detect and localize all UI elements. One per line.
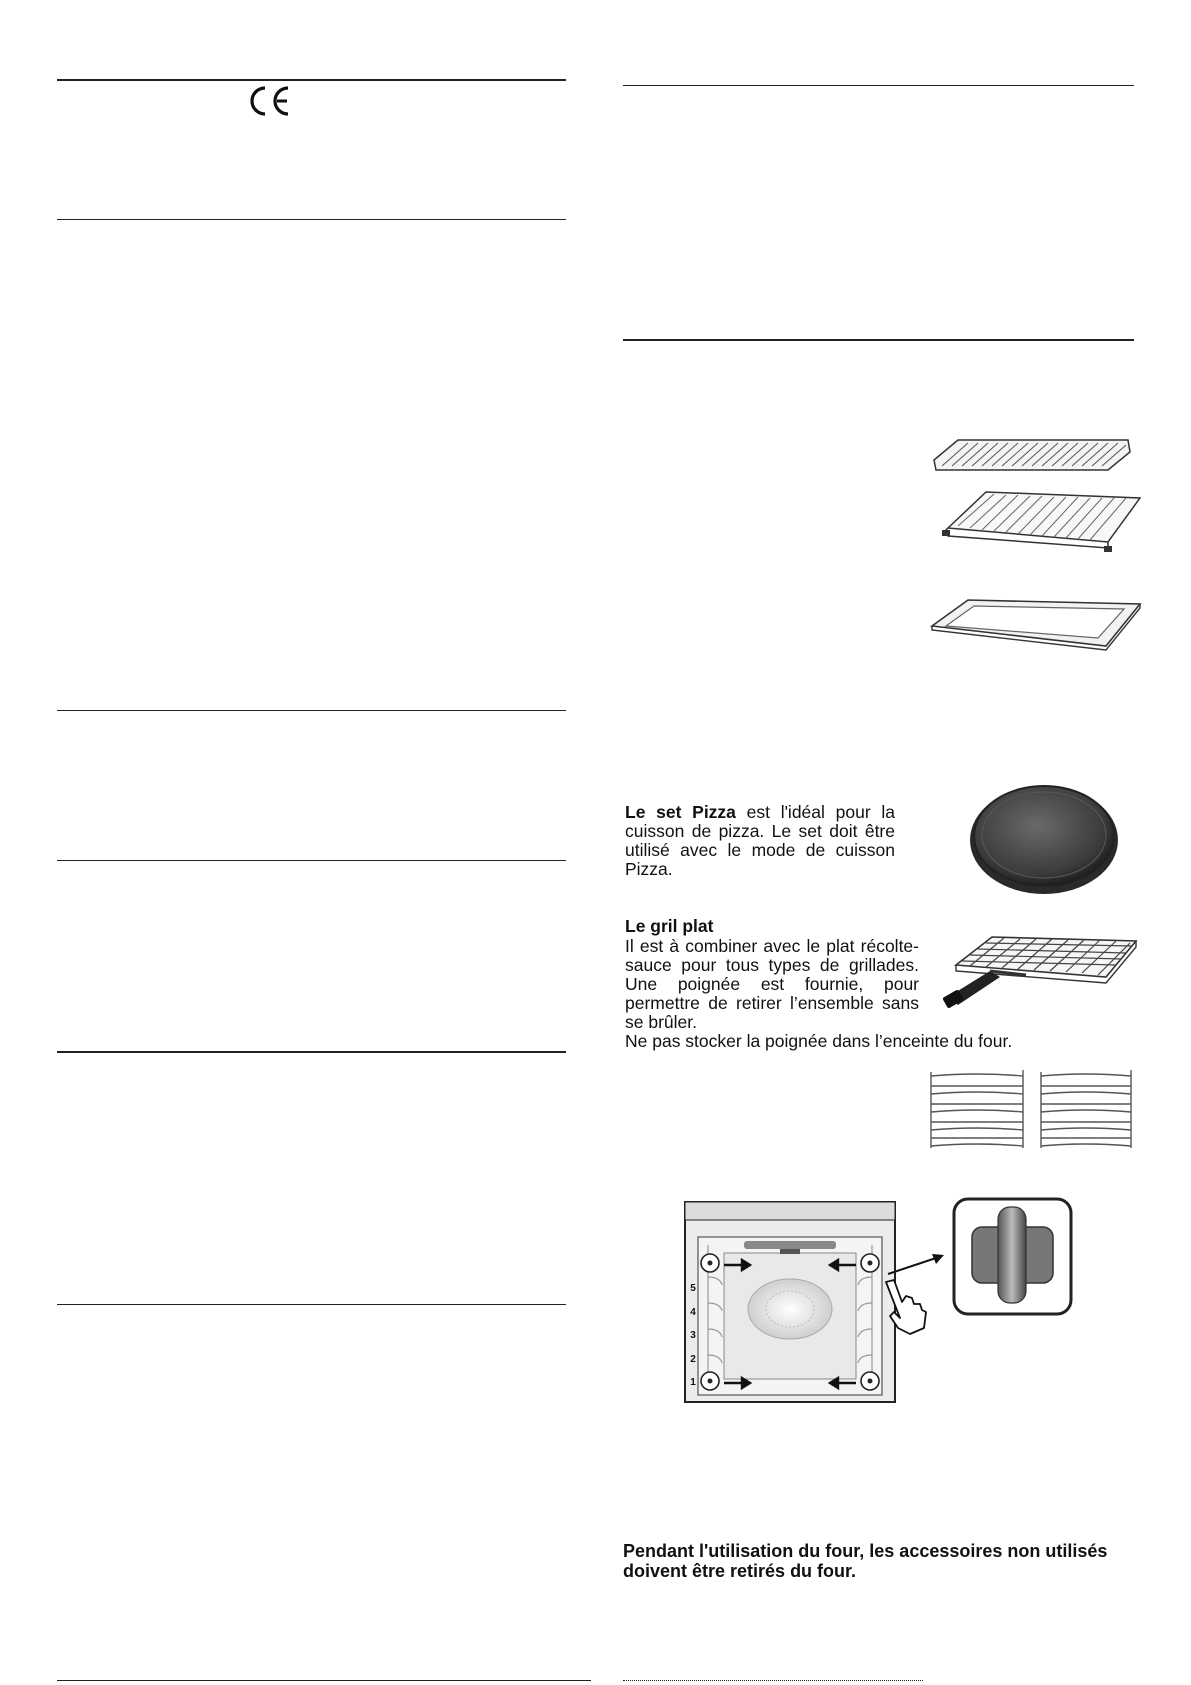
left-rule-3 [57,710,566,711]
left-rule-1 [57,79,566,81]
right-bottom-rule [623,1680,923,1681]
level-4: 4 [690,1306,696,1318]
level-1: 1 [690,1377,696,1388]
level-2: 2 [690,1353,696,1365]
rack-clip-zoom-detail [952,1197,1073,1316]
pizza-body: est l'idéal pour la cuisson de pizza. Le set doit être utilisé avec le mode de cuisson Pizza. [625,802,895,879]
pizza-tray-illustration [968,783,1120,895]
left-rule-6 [57,1304,566,1305]
hand-pointer-icon [880,1276,930,1336]
pizza-title: Le set Pizza [625,802,736,822]
level-5: 5 [690,1283,696,1294]
grill-body: Il est à combiner avec le plat récolte-sauce pour tous types de grillades. Une poignée est fournie, pour permettre de retirer l’ensemble sans se brûler. [625,936,919,1032]
oven-level-numbers [687,1277,699,1395]
oven-interior-diagram [684,1201,896,1403]
left-rule-2 [57,219,566,220]
left-rule-5 [57,1051,566,1053]
right-rule-1 [623,85,1134,86]
accessory-warning [623,1541,1107,1581]
left-bottom-rule [57,1680,591,1681]
grill-note: Ne pas stocker la poignée dans l’enceinte du four. [625,1031,1013,1051]
level-3: 3 [690,1330,696,1341]
grill-title: Le gril plat [625,916,714,936]
zoom-connector-arrow [886,1252,948,1278]
flat-grill-illustration [930,931,1140,1009]
ce-logo-icon [246,84,292,118]
right-rule-2 [623,339,1134,341]
ce-mark [246,84,292,118]
warning-line-1: Pendant l'utilisation du four, les accessoires non utilisés [623,1541,1108,1561]
side-racks-illustration [925,1068,1136,1152]
left-rule-4 [57,860,566,861]
pizza-paragraph [625,803,895,879]
warning-line-2: doivent être retirés du four. [623,1561,857,1581]
baking-tray-illustration [928,596,1144,654]
wire-rack-illustration [928,436,1144,566]
